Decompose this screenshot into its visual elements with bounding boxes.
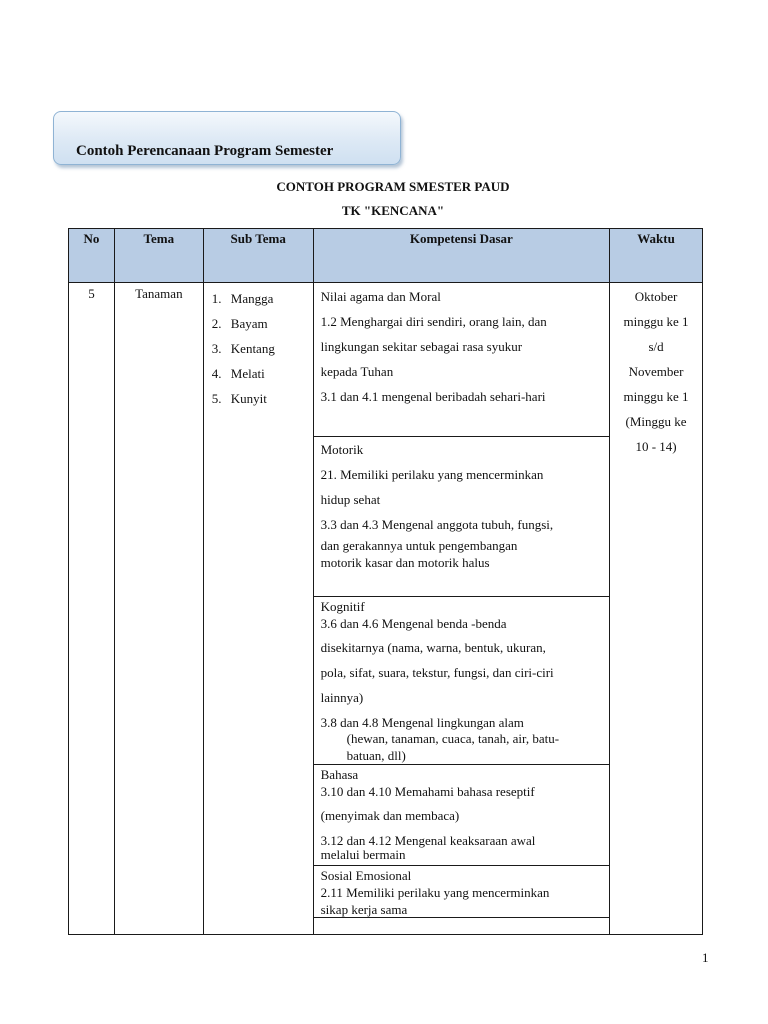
- title-box-label: Contoh Perencanaan Program Semester: [76, 143, 334, 159]
- cell-waktu: [610, 283, 703, 935]
- list-item-label: Kunyit: [230, 391, 267, 406]
- kd-text: (menyimak dan membaca): [320, 808, 460, 823]
- kd-text: motorik kasar dan motorik halus: [320, 555, 490, 570]
- sub-tema-list: [204, 283, 313, 411]
- list-item: [204, 361, 313, 386]
- kd-text: 21. Memiliki perilaku yang mencerminkan: [320, 467, 544, 482]
- kd-section-sosial-emosional: [314, 865, 609, 917]
- cell-tema: Tanaman: [114, 283, 203, 935]
- list-item-number: 3.: [211, 341, 222, 356]
- list-item-label: Kentang: [230, 341, 275, 356]
- kd-text: lingkungan sekitar sebagai rasa syukur: [320, 339, 523, 354]
- kd-section-motorik: [314, 436, 609, 596]
- kd-text: 3.3 dan 4.3 Mengenal anggota tubuh, fungsi,: [320, 517, 554, 532]
- kd-section-empty: [314, 917, 609, 934]
- kd-text: lainnya): [320, 690, 364, 705]
- kd-text: 3.8 dan 4.8 Mengenal lingkungan alam: [320, 715, 524, 730]
- cell-sub-tema: [203, 283, 313, 935]
- table-header-row: [69, 229, 703, 283]
- header-sub-tema: Sub Tema: [203, 229, 313, 283]
- header-kompetensi: Kompetensi Dasar: [313, 229, 609, 283]
- school-heading: TK "KENCANA": [341, 203, 445, 218]
- list-item-number: 5.: [211, 391, 222, 406]
- waktu-line: s/d: [648, 339, 664, 354]
- kd-text: 1.2 Menghargai diri sendiri, orang lain, dan: [320, 314, 547, 329]
- list-item-number: 4.: [211, 366, 222, 381]
- list-item-label: Mangga: [230, 291, 274, 306]
- list-item-number: 1.: [211, 291, 222, 306]
- kd-text: 2.11 Memiliki perilaku yang mencerminkan: [320, 885, 550, 900]
- kd-text: sikap kerja sama: [320, 902, 408, 917]
- kd-text: 3.6 dan 4.6 Mengenal benda -benda: [320, 616, 507, 631]
- list-item: [204, 336, 313, 361]
- kd-section-nilai-agama: [314, 283, 609, 436]
- kd-text: dan gerakannya untuk pengembangan: [320, 538, 518, 553]
- list-item-label: Bayam: [230, 316, 268, 331]
- kd-text: disekitarnya (nama, warna, bentuk, ukuran,: [320, 640, 546, 655]
- kd-text: 3.1 dan 4.1 mengenal beribadah sehari-hari: [320, 389, 546, 404]
- header-tema: Tema: [114, 229, 203, 283]
- waktu-line: November: [628, 364, 684, 379]
- kd-text: 3.10 dan 4.10 Memahami bahasa reseptif: [320, 784, 535, 799]
- list-item: [204, 386, 313, 411]
- waktu-line: 10 - 14): [635, 439, 677, 454]
- kd-text: pola, sifat, suara, tekstur, fungsi, dan ciri-ciri: [320, 665, 554, 680]
- title-box: [53, 111, 401, 165]
- kd-text: melalui bermain: [320, 847, 406, 862]
- kd-text: kepada Tuhan: [320, 364, 394, 379]
- page-number: 1: [702, 950, 709, 965]
- program-table: [68, 228, 703, 935]
- waktu-line: minggu ke 1: [623, 389, 689, 404]
- program-heading: CONTOH PROGRAM SMESTER PAUD: [276, 179, 510, 194]
- kd-text: (hewan, tanaman, cuaca, tanah, air, batu-: [346, 731, 560, 746]
- kd-section-bahasa: [314, 764, 609, 865]
- kd-text: 3.12 dan 4.12 Mengenal keaksaraan awal: [320, 833, 536, 848]
- waktu-line: Oktober: [634, 289, 678, 304]
- header-waktu: Waktu: [610, 229, 703, 283]
- kd-section-kognitif: [314, 596, 609, 764]
- kd-section-title: Bahasa: [320, 767, 359, 782]
- kd-text: hidup sehat: [320, 492, 381, 507]
- kd-section-title: Sosial Emosional: [320, 868, 412, 883]
- list-item-number: 2.: [211, 316, 222, 331]
- cell-no: 5: [69, 283, 115, 935]
- list-item: [204, 286, 313, 311]
- waktu-line: (Minggu ke: [625, 414, 687, 429]
- kd-section-title: Nilai agama dan Moral: [320, 289, 441, 304]
- list-item-label: Melati: [230, 366, 265, 381]
- header-no: No: [69, 229, 115, 283]
- cell-kompetensi: [313, 283, 609, 935]
- table-row: [69, 283, 703, 935]
- kd-section-title: Kognitif: [320, 599, 365, 614]
- list-item: [204, 311, 313, 336]
- waktu-line: minggu ke 1: [623, 314, 689, 329]
- kd-text: batuan, dll): [346, 748, 406, 763]
- kd-section-title: Motorik: [320, 442, 364, 457]
